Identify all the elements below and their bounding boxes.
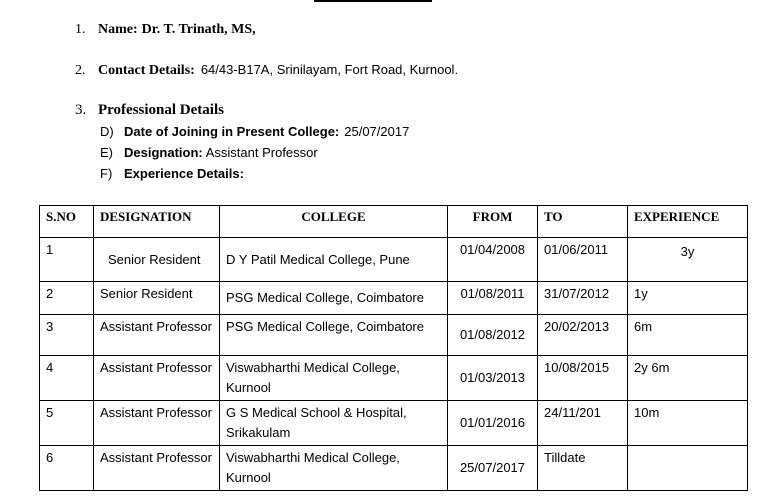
cell-experience [628, 446, 748, 491]
cell-from: 01/03/2013 [448, 356, 538, 401]
cell-college: PSG Medical College, Coimbatore [220, 282, 448, 315]
table-row [40, 282, 748, 315]
contact-label: Contact Details: [98, 63, 195, 78]
contact-value: 64/43-B17A, Srinilayam, Fort Road, Kurnool. [200, 62, 459, 77]
detail-item-experience [100, 166, 244, 181]
cell-designation: Senior Resident [94, 282, 220, 315]
detail-value: 25/07/2017 [344, 124, 410, 139]
cell-designation: Assistant Professor [94, 315, 220, 356]
cell-from: 01/04/2008 [448, 238, 538, 282]
cell-designation: Assistant Professor [94, 356, 220, 401]
cell-college: PSG Medical College, Coimbatore [220, 315, 448, 356]
cell-to: 20/02/2013 [538, 315, 628, 356]
professional-heading [75, 102, 224, 119]
cell-to: Tilldate [538, 446, 628, 491]
name-line [75, 22, 256, 38]
cell-college: Viswabharthi Medical College, Kurnool [220, 446, 448, 491]
detail-label: Experience Details: [124, 166, 244, 181]
detail-item-joining [100, 124, 409, 139]
cell-sno: 1 [40, 238, 94, 282]
detail-letter: D) [100, 124, 114, 139]
cell-sno: 3 [40, 315, 94, 356]
name-number: 1. [75, 22, 86, 37]
cell-experience: 6m [628, 315, 748, 356]
cell-designation: Assistant Professor [94, 446, 220, 491]
detail-label: Designation: [124, 145, 203, 160]
cell-experience: 10m [628, 401, 748, 446]
cell-sno: 4 [40, 356, 94, 401]
cell-experience: 2y 6m [628, 356, 748, 401]
professional-label: Professional Details [98, 102, 224, 118]
cell-college: D Y Patil Medical College, Pune [220, 238, 448, 282]
contact-line [75, 62, 458, 79]
table-row [40, 315, 748, 356]
detail-item-designation [100, 145, 318, 160]
cell-designation: Assistant Professor [94, 401, 220, 446]
cell-to: 24/11/201 [538, 401, 628, 446]
cell-from: 25/07/2017 [448, 446, 538, 491]
header-sno: S.NO [40, 206, 94, 238]
header-from: FROM [448, 206, 538, 238]
cell-sno: 2 [40, 282, 94, 315]
table-row [40, 356, 748, 401]
cell-to: 01/06/2011 [538, 238, 628, 282]
cell-from: 01/08/2012 [448, 315, 538, 356]
experience-table [39, 205, 748, 491]
header-college: COLLEGE [220, 206, 448, 238]
cell-from: 01/01/2016 [448, 401, 538, 446]
cell-college: G S Medical School & Hospital, Srikakulam [220, 401, 448, 446]
cell-from: 01/08/2011 [448, 282, 538, 315]
cell-experience: 1y [628, 282, 748, 315]
header-designation: DESIGNATION [94, 206, 220, 238]
name-label: Name: [98, 22, 138, 37]
cell-college: Viswabharthi Medical College, Kurnool [220, 356, 448, 401]
table-row [40, 401, 748, 446]
contact-number: 2. [75, 63, 86, 78]
top-rule [314, 0, 432, 2]
header-to: TO [538, 206, 628, 238]
cell-designation: Senior Resident [94, 238, 220, 282]
header-experience: EXPERIENCE [628, 206, 748, 238]
cell-sno: 6 [40, 446, 94, 491]
cell-to: 10/08/2015 [538, 356, 628, 401]
cell-sno: 5 [40, 401, 94, 446]
detail-letter: F) [100, 166, 113, 181]
name-value: Dr. T. Trinath, MS, [141, 22, 256, 37]
cell-to: 31/07/2012 [538, 282, 628, 315]
cell-experience: 3y [628, 238, 748, 282]
table-row [40, 446, 748, 491]
detail-label: Date of Joining in Present College: [124, 124, 340, 139]
detail-value: Assistant Professor [205, 145, 318, 160]
professional-number: 3. [75, 102, 87, 118]
table-header-row [40, 206, 748, 238]
detail-letter: E) [100, 145, 113, 160]
table-row [40, 238, 748, 282]
